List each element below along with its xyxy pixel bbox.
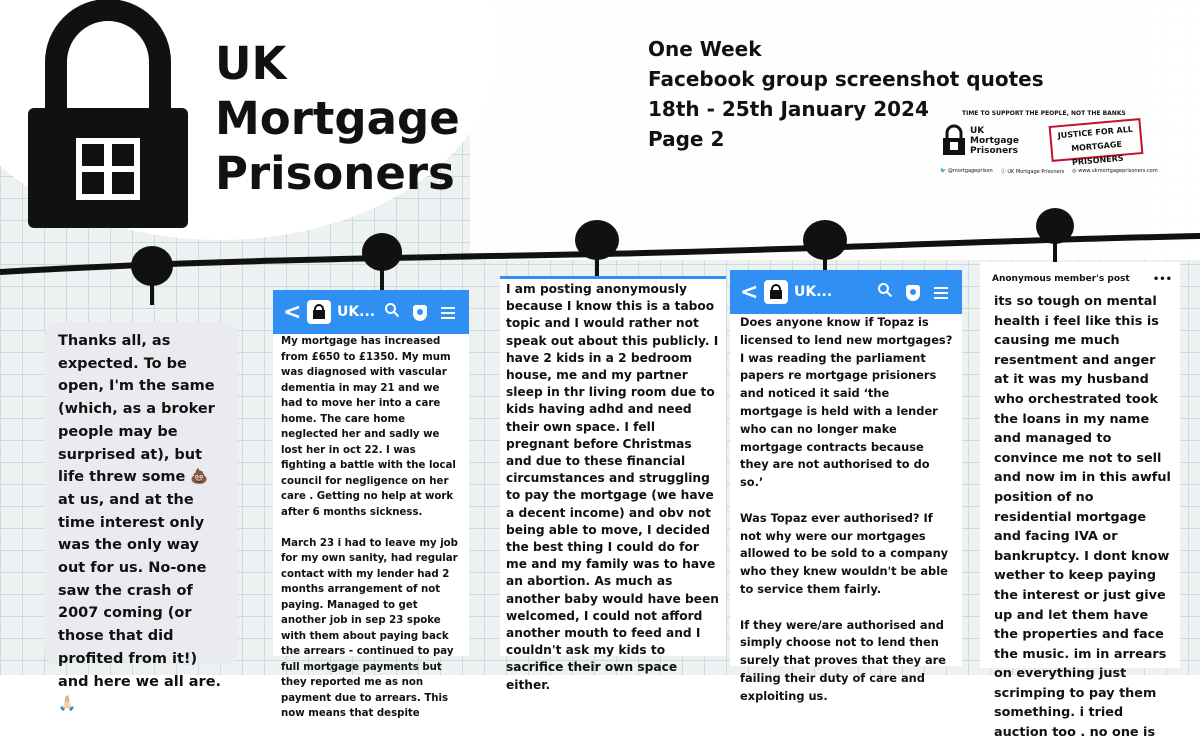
campaign-mini-logo [940,110,1185,180]
back-button[interactable]: < [283,299,302,325]
timeline-pin-3 [575,220,619,278]
facebook-header-bar-2 [730,270,962,314]
post-4-text: Does anyone know if Topaz is licensed to lend new mortgages? I was reading the parliament papers re mortgage prisioners and noticed it said ‘the mortgage is held with a lender who can no longer make mortgage contracts because they are not authorised to do so.’ Was Topaz ever authorised? If not why were our mortgages allowed to be sold to a company who they knew wouldn't be able to service them fairly. If they were/are authorised and simply choose not to lend then surely that proves that they are failing their duty of care and exploiting us. [740,315,953,703]
group-logo-icon [311,304,327,320]
menu-icon[interactable] [437,303,459,322]
timeline-pin-2 [362,233,402,292]
shield-icon-2[interactable] [902,283,924,302]
anonymous-post-label: Anonymous member's post [992,274,1130,284]
post-5-header [992,262,1172,292]
globe-icon: ◎ [1072,168,1077,174]
group-name[interactable]: UK... [336,304,376,320]
headline-line-4: Page 2 [648,127,725,151]
twitter-handle[interactable] [940,168,993,175]
post-1-text: Thanks all, as expected. To be open, I'm the same (which, as a broker people may be surprised at), but life threw some 💩 at us, and at the time interest only was the only way out for us. No-one saw the crash of 2007 coming (or those that did profited from it!) and here we all are. 🙏🏻 [58,333,222,713]
group-thumbnail-2[interactable] [764,280,788,304]
headline-line-1: One Week [648,37,762,61]
justice-stamp: JUSTICE FOR ALL MORTGAGE PRISONERS [1049,118,1144,162]
post-card-4 [730,270,962,703]
group-logo-icon-2 [768,284,784,300]
brand-line-1: UK [215,37,287,90]
website-link[interactable] [1072,168,1157,175]
post-3-text: I am posting anonymously because I know this is a taboo topic and I would rather not speak out about this publicly. I have 2 kids in a 2 bedroom house, me and my partner sleep in thr living room due to kids having adhd and need their own space. I fell pregnant before Christmas and due to these financial circumstances and struggling to pay the mortgage (we have a decent income) and obv not being able to move, I decided the best thing I could do for me and my family was to have an abortion. As much as another baby would have been welcomed, I could not afford another mouth to feed and I couldn't ask my kids to sacrifice their own space either. [506,282,719,692]
facebook-page[interactable] [1001,168,1065,175]
headline-line-2: Facebook group screenshot quotes [648,67,1044,91]
post-5-text: its so tough on mental health i feel like this is causing me much resentment and anger at it was my husband who orchestrated took the loans in my name and managed to convince me not to sell and now im in this awful position of no residential mortgage and facing IVA or bankruptcy. I dont know wether to keep paying the interest or just give up and let them have the properties and face the music. im in arrears on everything just scrimping to pay them something. i tried auction too . no one is [994,294,1171,741]
brand-line-3: Prisoners [215,147,455,200]
facebook-icon: ⓕ [1000,169,1006,175]
campaign-tagline: TIME TO SUPPORT THE PEOPLE, NOT THE BANKS [962,110,1126,117]
post-card-1 [44,322,238,713]
social-links [940,168,1158,175]
search-icon[interactable] [381,302,403,322]
more-options-icon[interactable]: ••• [1152,273,1172,285]
menu-icon-2[interactable] [930,283,952,302]
back-button-2[interactable]: < [740,279,759,305]
post-card-3 [500,276,726,692]
mini-brand-name: UK Mortgage Prisoners [970,126,1019,156]
brand-line-2: Mortgage [215,92,460,145]
group-thumbnail[interactable] [307,300,331,324]
twitter-handle-text: @mortgageprison [947,168,993,174]
post-card-5 [980,262,1180,741]
shield-icon[interactable] [409,303,431,322]
headline-line-3: 18th - 25th January 2024 [648,97,929,121]
facebook-header-bar [273,290,469,334]
post-card-2 [273,290,469,719]
search-icon-2[interactable] [874,282,896,302]
timeline-pin-1 [131,246,173,305]
facebook-page-text: UK Mortgage Prisoners [1007,169,1065,175]
brand-name [215,36,460,201]
post-2-text: My mortgage has increased from £650 to £1350. My mum was diagnosed with vascular dementia in may 21 and we had to move her into a care home. The care home neglected her and sadly we lost her in oct 22. I was fighting a battle with the local council for negligence on her care . Getting no help at work after 6 months sickness. March 23 i had to leave my job for my own sanity, had regular contact with my lender had 2 months arrangement of not paying. Managed to get another job in sep 23 spoke with them about paying back the arrears - continued to pay full mortgage payments but they reported me as non payment due to arrears. This now means that despite [281,336,458,719]
timeline-pin-5 [1036,208,1074,262]
twitter-icon: 🐦 [940,168,947,174]
mini-padlock-icon [942,124,966,156]
group-name-2[interactable]: UK... [794,284,833,300]
website-link-text: www.ukmortgageprisoners.com [1078,168,1158,174]
